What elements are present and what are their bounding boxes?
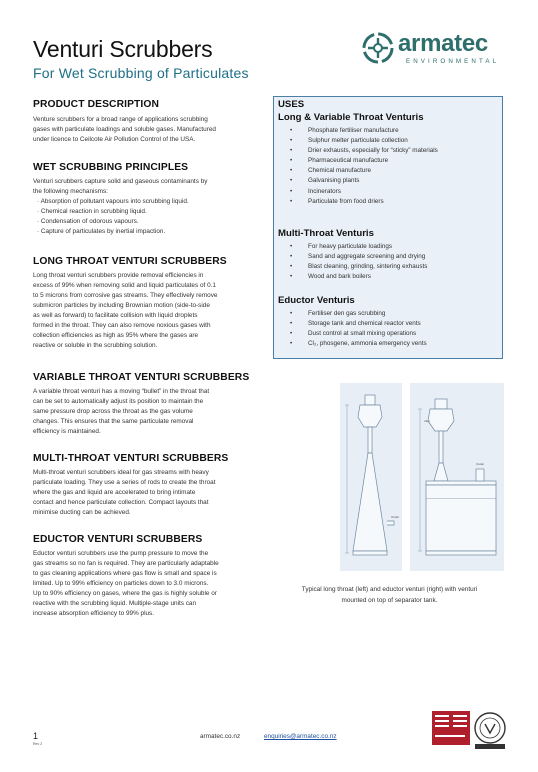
- text-line: Venture scrubbers for a broad range of applications scrubbing: [33, 116, 208, 123]
- eductor-heading: EDUCTOR VENTURI SCRUBBERS: [33, 534, 203, 545]
- variable-throat-text: [33, 387, 265, 437]
- text-line: formed in the throat. They can also remove noxious gases with: [33, 322, 211, 329]
- text-line: can be set to automatically adjust its position to maintain the: [33, 398, 204, 405]
- uses-list: [290, 242, 490, 282]
- text-line: minimise ducting can be achieved.: [33, 509, 131, 516]
- email-link[interactable]: enquiries@armatec.co.nz: [264, 733, 337, 740]
- text-line: A variable throat venturi has a moving “bullet” in the throat that: [33, 388, 210, 395]
- text-line: as well as forward) to facilitate collision with liquid droplets: [33, 312, 198, 319]
- text-line: to gas cleaning applications where gas flow is small and space is: [33, 570, 217, 577]
- inlet-label: Inlet: [424, 419, 430, 423]
- page-number: 1: [33, 731, 39, 741]
- uses-list: [290, 309, 490, 349]
- text-line: Venturi scrubbers capture solid and gaseous contaminants by: [33, 178, 208, 185]
- text-line: Multi-throat venturi scrubbers ideal for gas streams with heavy: [33, 469, 209, 476]
- text-line: reactive with the scrubbing liquid. Multiple-stage units can: [33, 600, 197, 607]
- text-line: contact and hence particulate collection. Compact layouts that: [33, 499, 209, 506]
- text-line: particulate loading. They use a series of rods to create the throat: [33, 479, 216, 486]
- text-line: gas streams so no fan is required. They are particularly adaptable: [33, 560, 219, 567]
- page-title: Venturi Scrubbers: [33, 36, 213, 62]
- text-line: to 5 microns from corrosive gas streams. They effectively remove: [33, 292, 218, 299]
- text-line: where the gas and liquid are accelerated to bring intimate: [33, 489, 196, 496]
- venturi-diagram: [340, 383, 504, 571]
- principles-heading: WET SCRUBBING PRINCIPLES: [33, 162, 189, 173]
- outlet-label-right: Outlet: [476, 462, 485, 466]
- text-line: limited. Up to 99% efficiency on particles down to 3.0 microns.: [33, 580, 209, 587]
- principles-text: [33, 177, 265, 197]
- long-throat-text: [33, 271, 265, 351]
- text-line: Long throat venturi scrubbers provide removal efficiencies in: [33, 272, 204, 279]
- text-line: Eductor venturi scrubbers use the pump pressure to move the: [33, 550, 209, 557]
- list-item: • Particulate from food driers: [290, 197, 384, 205]
- text-line: same pressure drop across the throat as the gas volume: [33, 408, 193, 415]
- logo-wordmark: armatec: [398, 30, 488, 57]
- list-item: • Dust control at small mixing operations: [290, 330, 417, 338]
- text-line: collection efficiencies as high as 95% where the gases are: [33, 332, 199, 339]
- revision-label: Rev 2: [33, 742, 43, 746]
- figure-caption: [273, 585, 506, 606]
- text-line: submicron particles by including Brownian motion (side-to-side: [33, 302, 210, 309]
- uses-group-heading: Eductor Venturis: [278, 295, 355, 306]
- text-line: increase absorption efficiency to 99% plus.: [33, 610, 155, 617]
- armatec-logo: [362, 30, 512, 70]
- text-line: reactive or soluble in the scrubbing solution.: [33, 342, 158, 349]
- list-item: • Phosphate fertiliser manufacture: [290, 127, 399, 134]
- text-line: under licence to Ceilcote Air Pollution Control of the USA.: [33, 136, 196, 143]
- uses-heading: USES: [278, 99, 305, 110]
- long-throat-heading: LONG THROAT VENTURI SCRUBBERS: [33, 256, 227, 267]
- uses-box: [273, 96, 503, 359]
- list-item: • Incinerators: [290, 187, 341, 195]
- list-item: • For heavy particulate loadings: [290, 243, 393, 250]
- principles-bullets: [33, 197, 269, 237]
- list-item: • Sulphur melter particulate collection: [290, 137, 408, 145]
- text-line: excess of 99% when removing solid and liquid particulates of 0.1: [33, 282, 216, 289]
- text-line: Up to 90% efficiency on gases, where the gas is highly soluble or: [33, 590, 217, 597]
- uses-list: [290, 126, 490, 207]
- text-line: gases with particulate loadings and soluble gases. Manufactured: [33, 126, 216, 133]
- certification-badges: [432, 711, 510, 751]
- uses-group-heading: Long & Variable Throat Venturis: [278, 112, 424, 123]
- list-item: • Sand and aggregate screening and drying: [290, 253, 426, 261]
- seal-caption-bar-icon: [475, 744, 505, 749]
- list-item: • Blast cleaning, grinding, sintering exhausts: [290, 263, 428, 271]
- bullet-item: · Chemical reaction in scrubbing liquid.: [37, 208, 147, 215]
- list-item: • Chemical manufacture: [290, 167, 371, 175]
- uses-group-heading: Multi-Throat Venturis: [278, 228, 374, 239]
- text-line: efficiency is maintained.: [33, 428, 101, 435]
- logo-mark-icon: [362, 32, 394, 64]
- eductor-text: [33, 549, 265, 619]
- product-heading: PRODUCT DESCRIPTION: [33, 99, 160, 110]
- bullet-item: · Capture of particulates by inertial impaction.: [37, 228, 166, 235]
- bureau-veritas-seal-icon: [475, 713, 505, 743]
- list-item: • Galvanising plants: [290, 177, 360, 185]
- bullet-item: · Condensation of odorous vapours.: [37, 218, 139, 225]
- list-item: • Cl₂, phosgene, ammonia emergency vents: [290, 340, 427, 348]
- bullet-item: · Absorption of pollutant vapours into scrubbing liquid.: [37, 198, 189, 205]
- text-line: the following mechanisms:: [33, 188, 108, 195]
- list-item: • Pharmaceutical manufacture: [290, 157, 389, 165]
- caption-line: mounted on top of separator tank.: [341, 596, 438, 604]
- multi-throat-heading: MULTI-THROAT VENTURI SCRUBBERS: [33, 453, 229, 464]
- page-subtitle: For Wet Scrubbing of Particulates: [33, 65, 249, 81]
- multi-throat-text: [33, 468, 265, 518]
- product-text: [33, 115, 265, 145]
- caption-line: Typical long throat (left) and eductor venturi (right) with venturi: [301, 586, 478, 593]
- text-line: changes. This ensures that the same particulate removal: [33, 418, 194, 425]
- variable-throat-heading: VARIABLE THROAT VENTURI SCRUBBERS: [33, 372, 250, 383]
- list-item: • Fertiliser den gas scrubbing: [290, 310, 386, 317]
- outlet-label-left: Outlet: [391, 515, 400, 519]
- list-item: • Drier exhausts, especially for “sticky” materials: [290, 147, 438, 155]
- logo-tagline: ENVIRONMENTAL: [406, 58, 500, 65]
- list-item: • Wood and bark boilers: [290, 273, 371, 281]
- list-item: • Storage tank and chemical reactor vents: [290, 320, 421, 328]
- website-link[interactable]: armatec.co.nz: [200, 733, 241, 740]
